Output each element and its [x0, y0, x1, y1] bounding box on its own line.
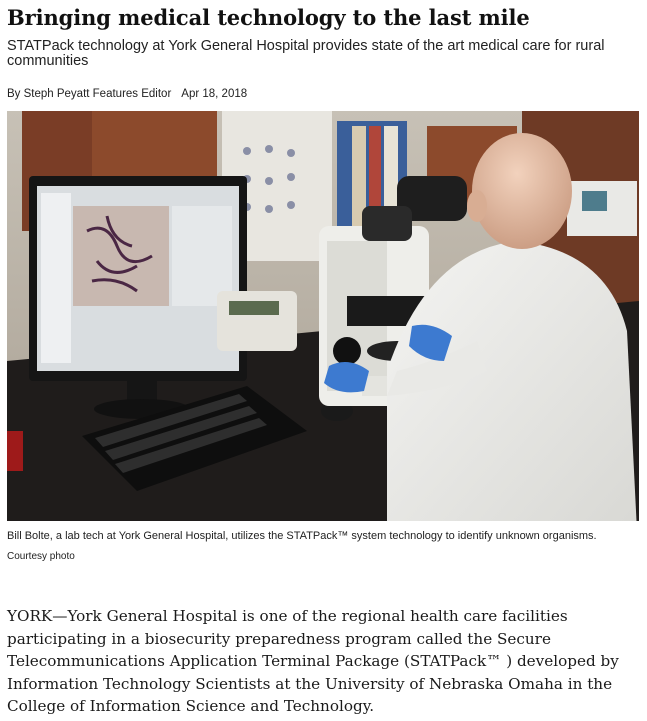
photo-credit: Courtesy photo: [7, 551, 75, 562]
article-body-paragraph: YORK—York General Hospital is one of the regional health care facilities participating in a biosecurity preparedness program called the Secure Telecommunications Application Terminal Package (STATPack™ ) developed by Information Technology Scientists at the University of Nebraska Omaha in the College of Information Science and Technology.: [7, 607, 619, 716]
article-subheadline: STATPack technology at York General Hospital provides state of the art medical care for rural communities: [7, 38, 605, 69]
publish-date: Apr 18, 2018: [181, 88, 248, 100]
photo-caption: Bill Bolte, a lab tech at York General Hospital, utilizes the STATPack™ system technology to identify unknown organisms.: [7, 530, 597, 542]
article-photo[interactable]: [7, 111, 639, 521]
author-name[interactable]: By Steph Peyatt Features Editor: [7, 88, 172, 100]
article-headline: Bringing medical technology to the last mile: [7, 5, 530, 30]
byline: [7, 87, 247, 101]
